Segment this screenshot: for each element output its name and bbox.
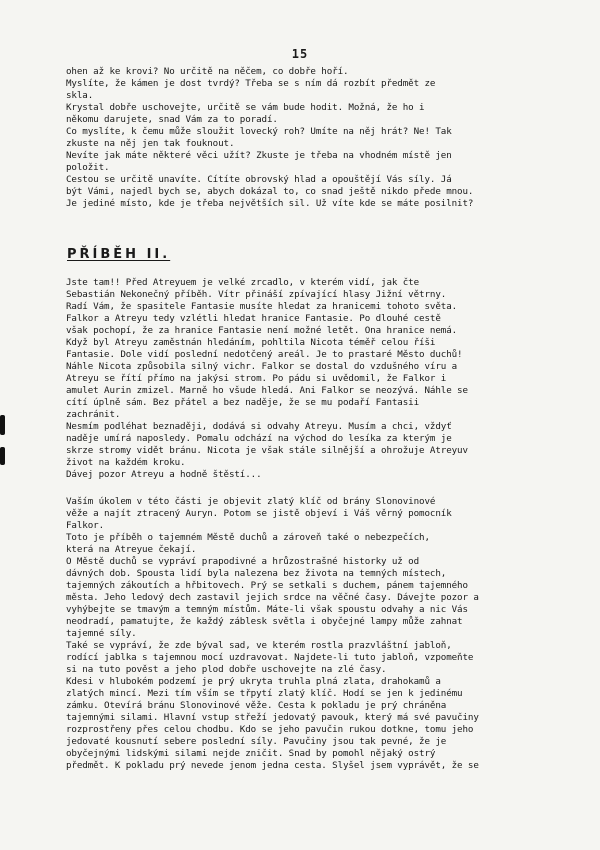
text-block-story [66, 277, 548, 481]
text-line: skla. [66, 90, 94, 101]
text-line: ohen až ke krovi? No určitě na něčem, co dobře hoří. [66, 66, 349, 77]
text-line: Co myslíte, k čemu může sloužit lovecký roh? Umíte na něj hrát? Ne! Tak [66, 126, 452, 137]
text-line: Krystal dobře uschovejte, určitě se vám bude hodit. Možná, že ho i [66, 102, 425, 113]
text-line: Falkor. [66, 520, 105, 531]
text-line: Radí Vám, že spasitele Fantasie musíte hledat za hranicemi tohoto světa. [66, 301, 458, 312]
text-line: tajemných zákoutích a hřbitovech. Prý se setkali s duchem, pánem tajemného [66, 580, 468, 591]
text-line: cítí úplně sám. Bez přátel a bez naděje, že se mu podaří Fantasii [66, 397, 420, 408]
text-line: která na Atreyue čekají. [66, 544, 197, 555]
chapter-heading: PŘÍBĚH II. [67, 247, 171, 262]
text-line: zlatých mincí. Mezi tím vším se třpytí zlatý klíč. Hodí se jen k jedinému [66, 688, 463, 699]
text-line: Toto je příběh o tajemném Městě duchů a zároveň také o nebezpečích, [66, 532, 430, 543]
text-line: však pochopí, že za hranice Fantasie není možné letět. Ona hranice nemá. [66, 325, 458, 336]
text-line: Také se vypráví, že zde býval sad, ve kterém rostla prazvláštní jabloň, [66, 640, 452, 651]
text-line: vyhýbejte se tmavým a temným místům. Máte-li však spoustu odvahy a nic Vás [66, 604, 468, 615]
text-line: amulet Aurin zmizel. Marně ho všude hledá. Ani Falkor se neozývá. Náhle se [66, 385, 468, 396]
text-line: Falkor a Atreyu tedy vzlétli hledat hranice Fantasie. Po dlouhé cestě [66, 313, 441, 324]
text-line: položit. [66, 162, 110, 173]
text-line: Je jediné místo, kde je třeba největších sil. Už víte kde se máte posilnit? [66, 198, 474, 209]
text-line: Náhle Nicota způsobila silný vichr. Falkor se dostal do vzdušného víru a [66, 361, 458, 372]
text-line: Sebastián Nekonečný příběh. Vítr přináší zpívající hlasy Jižní větrny. [66, 289, 447, 300]
text-line: Dávej pozor Atreyu a hodně štěstí... [66, 469, 262, 480]
text-line: Nesmím podléhat beznaději, dodává si odvahy Atreyu. Musím a chci, vždyť [66, 421, 452, 432]
text-line: tajemnými silami. Hlavní vstup střeží jedovatý pavouk, který má své pavučiny [66, 712, 479, 723]
text-line: Kdesi v hlubokém podzemí je prý ukryta truhla plná zlata, drahokamů a [66, 676, 441, 687]
text-line: tajemné síly. [66, 628, 137, 639]
text-line: Vaším úkolem v této části je objevit zlatý klíč od brány Slonovinové [66, 496, 436, 507]
text-line: neodradí, pamatujte, že každý záblesk světla i obyčejné lampy může zahnat [66, 616, 463, 627]
text-line: někomu darujete, snad Vám za to poradí. [66, 114, 278, 125]
text-line: život na každém kroku. [66, 457, 186, 468]
binding-hole-mark [0, 415, 5, 435]
text-line: být Vámi, najedl bych se, abych dokázal to, co snad ještě nikdo přede mnou. [66, 186, 474, 197]
text-line: rodící jablka s tajemnou mocí uzdravovat. Najdete-li tuto jabloň, vzpomeňte [66, 652, 474, 663]
text-line: Myslíte, že kámen je dost tvrdý? Třeba se s ním dá rozbít předmět ze [66, 78, 436, 89]
text-line: jedovaté kousnutí sebere poslední síly. Pavučiny jsou tak pevné, že je [66, 736, 447, 747]
text-line: Cestou se určitě unavíte. Cítíte obrovský hlad a opouštějí Vás síly. Já [66, 174, 452, 185]
text-line: Nevíte jak máte některé věci užít? Zkuste je třeba na vhodném místě jen [66, 150, 452, 161]
text-line: O Městě duchů se vypráví prapodivné a hrůzostrašné historky už od [66, 556, 420, 567]
text-line: si na tuto pověst a jeho plod dobře uschovejte na zlé časy. [66, 664, 387, 675]
text-line: zkuste na něj jen tak fouknout. [66, 138, 235, 149]
text-line: dávných dob. Spousta lidí byla nalezena bez života na temných místech, [66, 568, 447, 579]
text-line: Jste tam!! Před Atreyuem je velké zrcadlo, v kterém vidí, jak čte [66, 277, 420, 288]
text-line: věže a najít ztracený Auryn. Potom se jistě objeví i Váš věrný pomocník [66, 508, 452, 519]
text-line: města. Jeho ledový dech zastavil jejich srdce na věčné časy. Dávejte pozor a [66, 592, 479, 603]
binding-hole-mark [0, 447, 5, 465]
text-line: skrze stromy vidět bránu. Nicota je však stále silnější a ohrožuje Atreyuv [66, 445, 468, 456]
text-line: Fantasie. Dole vidí poslední nedotčený areál. Je to prastaré Město duchů! [66, 349, 463, 360]
text-line: obyčejnými lidskými silami nejde zničit. Snad by pomohl nějaký ostrý [66, 748, 436, 759]
text-line: Když byl Atreyu zaměstnán hledáním, pohltila Nicota téměř celou říši [66, 337, 436, 348]
text-block-task [66, 496, 548, 772]
text-line: předmět. K pokladu prý nevede jenom jedna cesta. Slyšel jsem vyprávět, že se [66, 760, 479, 771]
text-block-hints [66, 66, 548, 210]
text-line: zámku. Otevírá bránu Slonovinové věže. Cesta k pokladu je prý chráněna [66, 700, 447, 711]
text-line: naděje umírá naposledy. Pomalu odchází na východ do lesíka za kterým je [66, 433, 452, 444]
page-number: 15 [291, 47, 309, 61]
text-line: rozprostřeny přes celou chodbu. Kdo se jeho pavučin rukou dotkne, tomu jeho [66, 724, 474, 735]
text-line: zachránit. [66, 409, 121, 420]
text-line: Atreyu se řítí přímo na jakýsi strom. Po pádu si uvědomil, že Falkor i [66, 373, 447, 384]
